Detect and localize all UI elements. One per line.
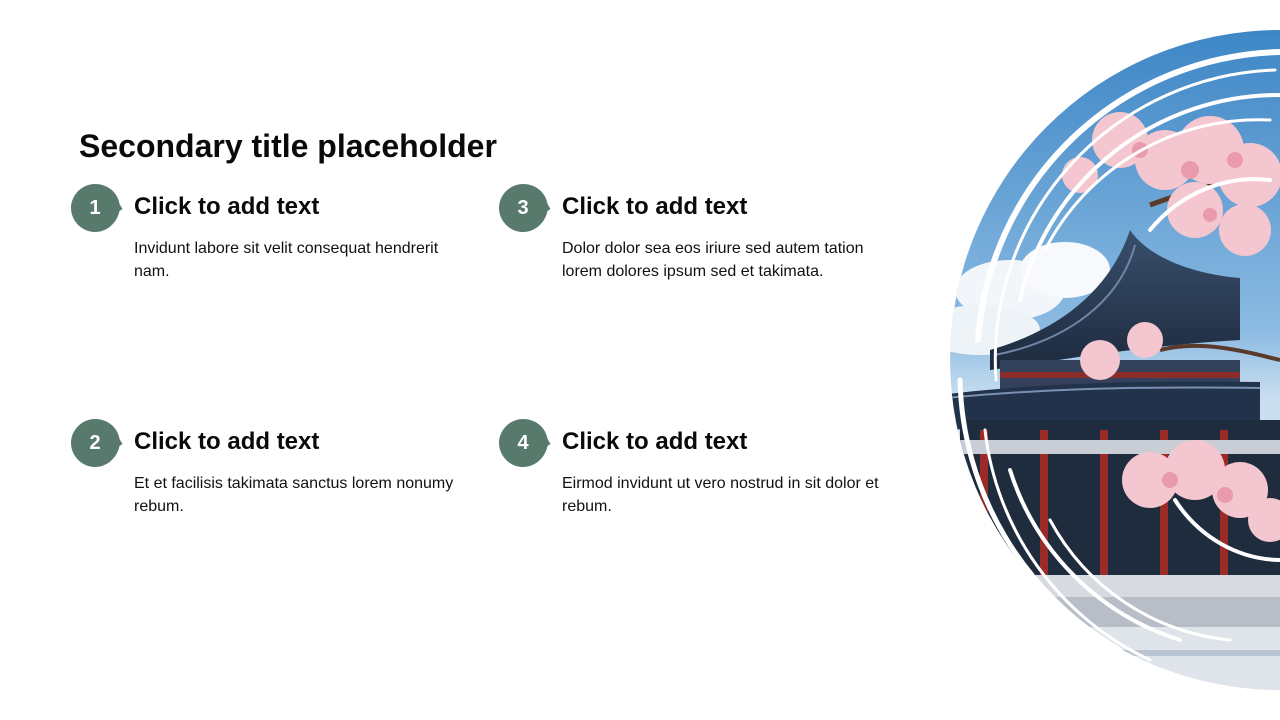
temple-illustration	[930, 30, 1280, 700]
list-item	[498, 183, 864, 303]
list-item	[70, 183, 439, 303]
number-badge	[70, 183, 122, 233]
item-heading[interactable]: Click to add text	[562, 193, 748, 220]
page-title[interactable]: Secondary title placeholder	[79, 128, 497, 164]
badge-number: 3	[517, 197, 529, 219]
badge-number: 4	[517, 432, 529, 454]
item-body[interactable]: Dolor dolor sea eos iriure sed autem tation lorem dolores ipsum sed et takimata.	[562, 240, 864, 280]
badge-number: 1	[89, 197, 101, 219]
item-heading[interactable]: Click to add text	[134, 193, 320, 220]
number-badge	[498, 183, 550, 233]
item-body[interactable]: Eirmod invidunt ut vero nostrud in sit dolor et rebum.	[562, 475, 879, 515]
item-body[interactable]: Et et facilisis takimata sanctus lorem nonumy rebum.	[134, 475, 454, 515]
badge-number: 2	[89, 432, 101, 454]
item-body[interactable]: Invidunt labore sit velit consequat hendrerit nam.	[134, 240, 439, 280]
item-heading[interactable]: Click to add text	[562, 428, 748, 455]
number-badge	[498, 418, 550, 468]
item-heading[interactable]: Click to add text	[134, 428, 320, 455]
list-item	[498, 418, 879, 538]
number-badge	[70, 418, 122, 468]
list-item	[70, 418, 454, 538]
